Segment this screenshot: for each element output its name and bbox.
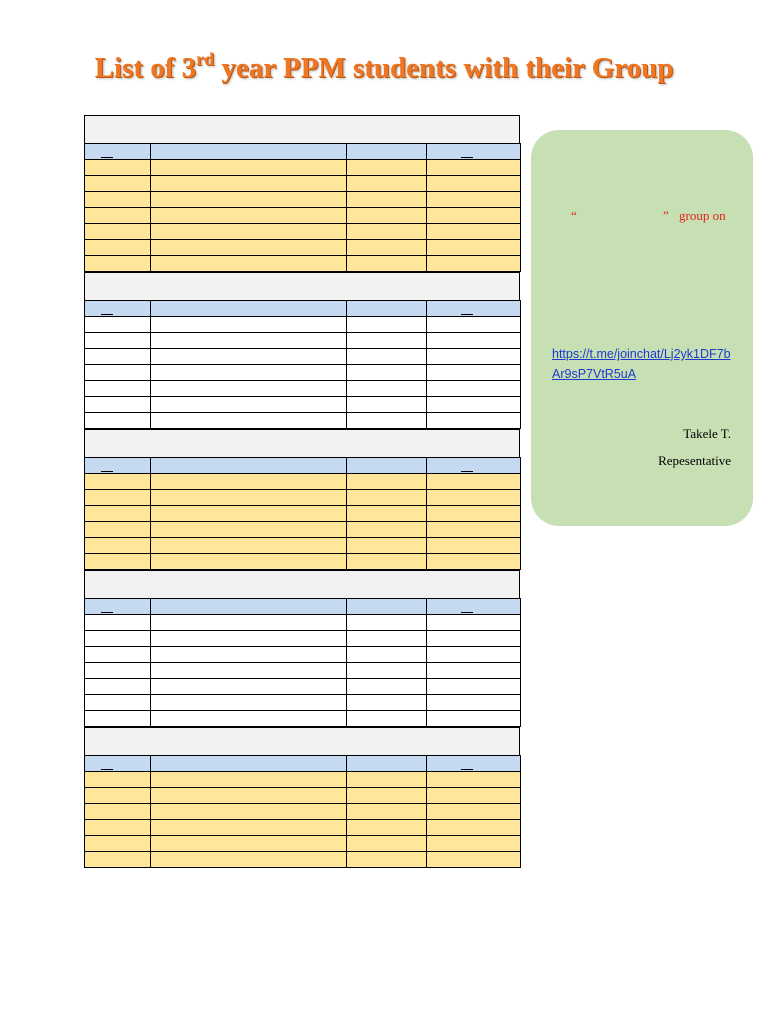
table-row bbox=[85, 711, 521, 727]
column-header-cell bbox=[85, 301, 151, 317]
column-header-cell bbox=[427, 144, 521, 160]
group-student-table bbox=[84, 300, 521, 429]
table-cell bbox=[427, 506, 521, 522]
column-header-row bbox=[85, 458, 521, 474]
table-cell bbox=[427, 663, 521, 679]
table-cell bbox=[427, 836, 521, 852]
group-table-5 bbox=[84, 727, 520, 868]
student-group-tables bbox=[84, 115, 520, 868]
group-title-band bbox=[84, 115, 520, 143]
table-cell bbox=[151, 333, 347, 349]
table-cell bbox=[151, 615, 347, 631]
table-cell bbox=[151, 224, 347, 240]
table-cell bbox=[151, 663, 347, 679]
table-cell bbox=[347, 695, 427, 711]
table-cell bbox=[151, 679, 347, 695]
table-cell bbox=[347, 615, 427, 631]
column-header-cell bbox=[347, 301, 427, 317]
table-cell bbox=[347, 679, 427, 695]
table-cell bbox=[427, 224, 521, 240]
telegram-invite-link[interactable]: https://t.me/joinchat/Lj2yk1DF7bAr9sP7VtR5uA bbox=[552, 347, 731, 381]
table-cell bbox=[347, 538, 427, 554]
table-cell bbox=[347, 788, 427, 804]
table-cell bbox=[347, 836, 427, 852]
table-cell bbox=[427, 317, 521, 333]
table-cell bbox=[151, 490, 347, 506]
table-cell bbox=[347, 772, 427, 788]
table-cell bbox=[427, 522, 521, 538]
table-cell bbox=[347, 349, 427, 365]
group-title-band bbox=[84, 727, 520, 755]
table-cell bbox=[85, 679, 151, 695]
header-underline-mark bbox=[101, 314, 113, 315]
table-cell bbox=[85, 554, 151, 570]
table-cell bbox=[347, 820, 427, 836]
group-title-band bbox=[84, 570, 520, 598]
table-cell bbox=[347, 631, 427, 647]
table-row bbox=[85, 538, 521, 554]
table-row bbox=[85, 679, 521, 695]
table-cell bbox=[85, 160, 151, 176]
table-cell bbox=[151, 522, 347, 538]
table-cell bbox=[427, 788, 521, 804]
header-underline-mark bbox=[461, 471, 473, 472]
table-cell bbox=[151, 413, 347, 429]
group-student-table bbox=[84, 755, 521, 868]
table-cell bbox=[347, 474, 427, 490]
table-cell bbox=[427, 240, 521, 256]
header-underline-mark bbox=[101, 471, 113, 472]
table-cell bbox=[427, 679, 521, 695]
table-cell bbox=[151, 538, 347, 554]
signer-name: Takele T. bbox=[683, 426, 731, 441]
signer-role: Repesentative bbox=[658, 453, 731, 468]
table-cell bbox=[151, 711, 347, 727]
table-cell bbox=[151, 631, 347, 647]
table-cell bbox=[347, 852, 427, 868]
table-cell bbox=[151, 160, 347, 176]
table-row bbox=[85, 176, 521, 192]
table-cell bbox=[347, 317, 427, 333]
table-cell bbox=[427, 852, 521, 868]
table-cell bbox=[85, 506, 151, 522]
table-cell bbox=[151, 397, 347, 413]
table-cell bbox=[85, 695, 151, 711]
table-row bbox=[85, 413, 521, 429]
table-cell bbox=[85, 490, 151, 506]
header-underline-mark bbox=[101, 612, 113, 613]
table-cell bbox=[347, 554, 427, 570]
table-cell bbox=[347, 208, 427, 224]
table-cell bbox=[151, 554, 347, 570]
table-cell bbox=[85, 522, 151, 538]
table-cell bbox=[85, 836, 151, 852]
header-underline-mark bbox=[461, 612, 473, 613]
group-table-1 bbox=[84, 115, 520, 272]
table-cell bbox=[427, 820, 521, 836]
table-cell bbox=[347, 365, 427, 381]
column-header-cell bbox=[85, 144, 151, 160]
table-cell bbox=[85, 349, 151, 365]
table-row bbox=[85, 256, 521, 272]
column-header-row bbox=[85, 599, 521, 615]
header-underline-mark bbox=[461, 769, 473, 770]
table-row bbox=[85, 695, 521, 711]
table-cell bbox=[151, 852, 347, 868]
table-row bbox=[85, 852, 521, 868]
table-cell bbox=[85, 381, 151, 397]
table-cell bbox=[85, 615, 151, 631]
table-cell bbox=[427, 490, 521, 506]
column-header-cell bbox=[85, 458, 151, 474]
column-header-cell bbox=[85, 756, 151, 772]
table-cell bbox=[85, 711, 151, 727]
table-cell bbox=[427, 397, 521, 413]
table-cell bbox=[151, 804, 347, 820]
table-cell bbox=[85, 631, 151, 647]
table-cell bbox=[151, 820, 347, 836]
header-underline-mark bbox=[461, 314, 473, 315]
table-row bbox=[85, 490, 521, 506]
table-row bbox=[85, 349, 521, 365]
info-note-box: “ ” group on https://t.me/joinchat/Lj2yk1DF7bAr9sP7VtR5uA Takele T. Repesentative bbox=[531, 130, 753, 526]
table-cell bbox=[85, 413, 151, 429]
column-header-cell bbox=[427, 756, 521, 772]
table-cell bbox=[427, 474, 521, 490]
table-cell bbox=[151, 317, 347, 333]
table-cell bbox=[427, 349, 521, 365]
table-row bbox=[85, 836, 521, 852]
table-cell bbox=[347, 397, 427, 413]
table-cell bbox=[427, 256, 521, 272]
page-title: List of 3rd year PPM students with their Group bbox=[94, 49, 674, 84]
table-cell bbox=[151, 208, 347, 224]
table-cell bbox=[85, 365, 151, 381]
table-cell bbox=[427, 711, 521, 727]
table-cell bbox=[427, 695, 521, 711]
table-cell bbox=[151, 381, 347, 397]
table-cell bbox=[151, 192, 347, 208]
table-row bbox=[85, 615, 521, 631]
column-header-cell bbox=[151, 756, 347, 772]
table-cell bbox=[347, 647, 427, 663]
signature-block bbox=[658, 420, 731, 474]
table-cell bbox=[427, 631, 521, 647]
table-cell bbox=[427, 365, 521, 381]
table-cell bbox=[151, 349, 347, 365]
group-table-3 bbox=[84, 429, 520, 570]
header-underline-mark bbox=[101, 157, 113, 158]
table-row bbox=[85, 506, 521, 522]
column-header-cell bbox=[85, 599, 151, 615]
group-student-table bbox=[84, 598, 521, 727]
table-cell bbox=[347, 381, 427, 397]
table-cell bbox=[85, 397, 151, 413]
table-cell bbox=[347, 413, 427, 429]
table-cell bbox=[85, 538, 151, 554]
table-row bbox=[85, 788, 521, 804]
table-row bbox=[85, 333, 521, 349]
table-cell bbox=[427, 333, 521, 349]
table-row bbox=[85, 663, 521, 679]
table-cell bbox=[85, 176, 151, 192]
table-cell bbox=[151, 647, 347, 663]
table-row bbox=[85, 160, 521, 176]
group-title-band bbox=[84, 272, 520, 300]
table-cell bbox=[85, 240, 151, 256]
table-cell bbox=[85, 788, 151, 804]
table-row bbox=[85, 554, 521, 570]
table-cell bbox=[347, 176, 427, 192]
table-cell bbox=[151, 176, 347, 192]
column-header-cell bbox=[151, 144, 347, 160]
table-cell bbox=[347, 506, 427, 522]
table-cell bbox=[85, 192, 151, 208]
header-underline-mark bbox=[101, 769, 113, 770]
group-table-2 bbox=[84, 272, 520, 429]
table-row bbox=[85, 631, 521, 647]
group-title-band bbox=[84, 429, 520, 457]
table-cell bbox=[151, 788, 347, 804]
table-cell bbox=[347, 490, 427, 506]
table-row bbox=[85, 224, 521, 240]
table-row bbox=[85, 804, 521, 820]
table-cell bbox=[85, 852, 151, 868]
table-row bbox=[85, 240, 521, 256]
table-row bbox=[85, 522, 521, 538]
table-row bbox=[85, 381, 521, 397]
table-cell bbox=[427, 804, 521, 820]
table-cell bbox=[85, 663, 151, 679]
column-header-cell bbox=[151, 458, 347, 474]
table-row bbox=[85, 365, 521, 381]
table-cell bbox=[85, 820, 151, 836]
table-cell bbox=[427, 615, 521, 631]
table-cell bbox=[427, 647, 521, 663]
table-cell bbox=[151, 256, 347, 272]
table-cell bbox=[85, 647, 151, 663]
column-header-cell bbox=[427, 599, 521, 615]
column-header-cell bbox=[151, 301, 347, 317]
table-cell bbox=[427, 381, 521, 397]
table-cell bbox=[151, 365, 347, 381]
table-cell bbox=[347, 711, 427, 727]
column-header-row bbox=[85, 756, 521, 772]
table-cell bbox=[151, 772, 347, 788]
table-cell bbox=[151, 506, 347, 522]
table-row bbox=[85, 208, 521, 224]
table-cell bbox=[347, 240, 427, 256]
table-cell bbox=[347, 333, 427, 349]
table-cell bbox=[347, 224, 427, 240]
column-header-cell bbox=[151, 599, 347, 615]
table-row bbox=[85, 474, 521, 490]
column-header-cell bbox=[427, 458, 521, 474]
table-cell bbox=[427, 772, 521, 788]
table-cell bbox=[427, 176, 521, 192]
table-cell bbox=[427, 192, 521, 208]
table-cell bbox=[427, 538, 521, 554]
column-header-row bbox=[85, 301, 521, 317]
table-row bbox=[85, 647, 521, 663]
table-cell bbox=[427, 208, 521, 224]
column-header-row bbox=[85, 144, 521, 160]
table-row bbox=[85, 397, 521, 413]
table-row bbox=[85, 317, 521, 333]
table-cell bbox=[427, 554, 521, 570]
table-cell bbox=[347, 522, 427, 538]
group-student-table bbox=[84, 457, 521, 570]
table-cell bbox=[85, 256, 151, 272]
table-cell bbox=[85, 317, 151, 333]
table-cell bbox=[427, 413, 521, 429]
table-row bbox=[85, 772, 521, 788]
table-cell bbox=[347, 663, 427, 679]
table-cell bbox=[85, 474, 151, 490]
table-cell bbox=[347, 192, 427, 208]
table-cell bbox=[85, 804, 151, 820]
table-cell bbox=[151, 240, 347, 256]
table-row bbox=[85, 192, 521, 208]
header-underline-mark bbox=[461, 157, 473, 158]
table-cell bbox=[85, 333, 151, 349]
table-cell bbox=[85, 208, 151, 224]
table-cell bbox=[151, 836, 347, 852]
table-row bbox=[85, 820, 521, 836]
column-header-cell bbox=[347, 599, 427, 615]
table-cell bbox=[347, 256, 427, 272]
table-cell bbox=[85, 772, 151, 788]
column-header-cell bbox=[347, 756, 427, 772]
column-header-cell bbox=[347, 144, 427, 160]
table-cell bbox=[347, 160, 427, 176]
table-cell bbox=[85, 224, 151, 240]
table-cell bbox=[151, 474, 347, 490]
table-cell bbox=[347, 804, 427, 820]
group-table-4 bbox=[84, 570, 520, 727]
column-header-cell bbox=[347, 458, 427, 474]
column-header-cell bbox=[427, 301, 521, 317]
table-cell bbox=[151, 695, 347, 711]
table-cell bbox=[427, 160, 521, 176]
group-student-table bbox=[84, 143, 521, 272]
